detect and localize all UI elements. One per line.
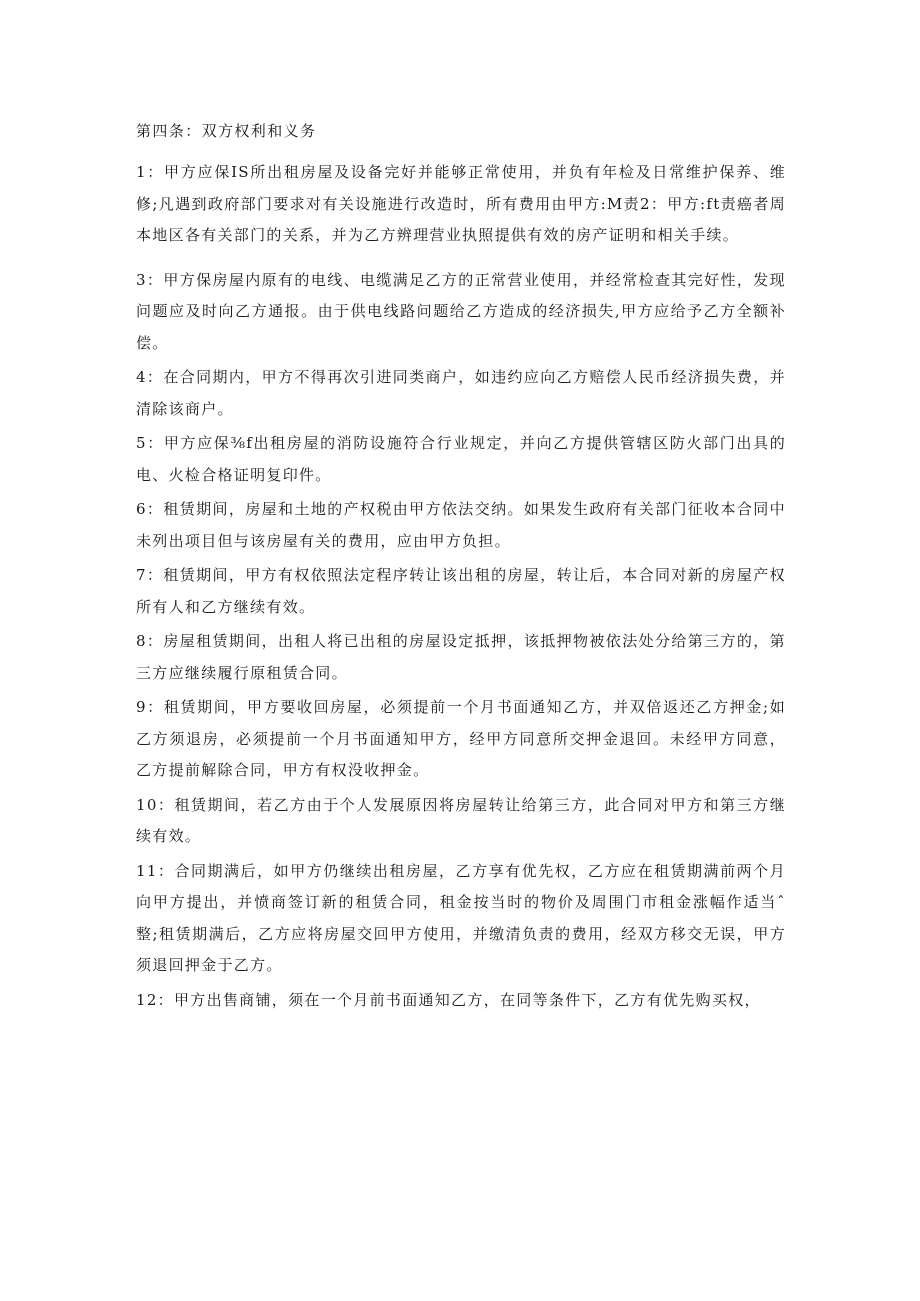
clause-9: 9：租赁期间，甲方要收回房屋，必须提前一个月书面通知乙方，并双倍返还乙方押金;如乙方须退房，必须提前一个月书面通知甲方，经甲方同意所交押金退回。未经甲方同意，乙方提前解除合同，甲方有权没收押金。: [136, 698, 786, 779]
clause-5: 5：甲方应保⅜f出租房屋的消防设施符合行业规定，并向乙方提供管辖区防火部门出具的电、火检合格证明复印件。: [136, 434, 786, 484]
document-body: [136, 119, 786, 1019]
clause-10: 10：租赁期间，若乙方由于个人发展原因将房屋转让给第三方，此合同对甲方和第三方继续有效。: [136, 795, 786, 845]
clause-4: 4：在合同期内，甲方不得再次引进同类商户，如违约应向乙方赔偿人民币经济损失费，并清除该商户。: [136, 368, 786, 418]
section-heading: 第四条：双方权利和义务: [136, 122, 317, 140]
clause-12: 12：甲方出售商铺，须在一个月前书面通知乙方，在同等条件下，乙方有优先购买权，: [136, 990, 761, 1009]
clause-3: 3：甲方保房屋内原有的电线、电缆满足乙方的正常营业使用，并经常检查其完好性，发现问题应及时向乙方通报。由于供电线路问题给乙方造成的经济损失,甲方应给予乙方全额补偿。: [136, 270, 786, 352]
clause-1-2: 1：甲方应保IS所出租房屋及设备完好并能够正常使用，并负有年检及日常维护保养、维修;凡遇到政府部门要求对有关设施进行改造时，所有费用由甲方:M责2：甲方:ft责癌者周本地区各有关部门的关系，并为乙方辨理营业执照提供有效的房产证明和相关手续。: [136, 163, 786, 244]
clause-8: 8：房屋租赁期间，出租人将已出租的房屋设定抵押，该抵押物被依法处分给第三方的，第三方应继续履行原租赁合同。: [136, 632, 786, 682]
clause-11: 11：合同期满后，如甲方仍继续出租房屋，乙方享有优先权，乙方应在租赁期满前两个月向甲方提出，并愤商签订新的租赁合同，租金按当时的物价及周围门市租金涨幅作适当ˆ整;租赁期满后，乙方应将房屋交回甲方使用，并缴清负责的费用，经双方移交无误，甲方须退回押金于乙方。: [136, 861, 786, 974]
clause-6: 6：租赁期间，房屋和土地的产权税由甲方依法交纳。如果发生政府有关部门征收本合同中未列出项目但与该房屋有关的费用，应由甲方负担。: [136, 500, 786, 550]
clause-7: 7：租赁期间，甲方有权依照法定程序转让该出租的房屋，转让后，本合同对新的房屋产权所有人和乙方继续有效。: [136, 566, 786, 616]
